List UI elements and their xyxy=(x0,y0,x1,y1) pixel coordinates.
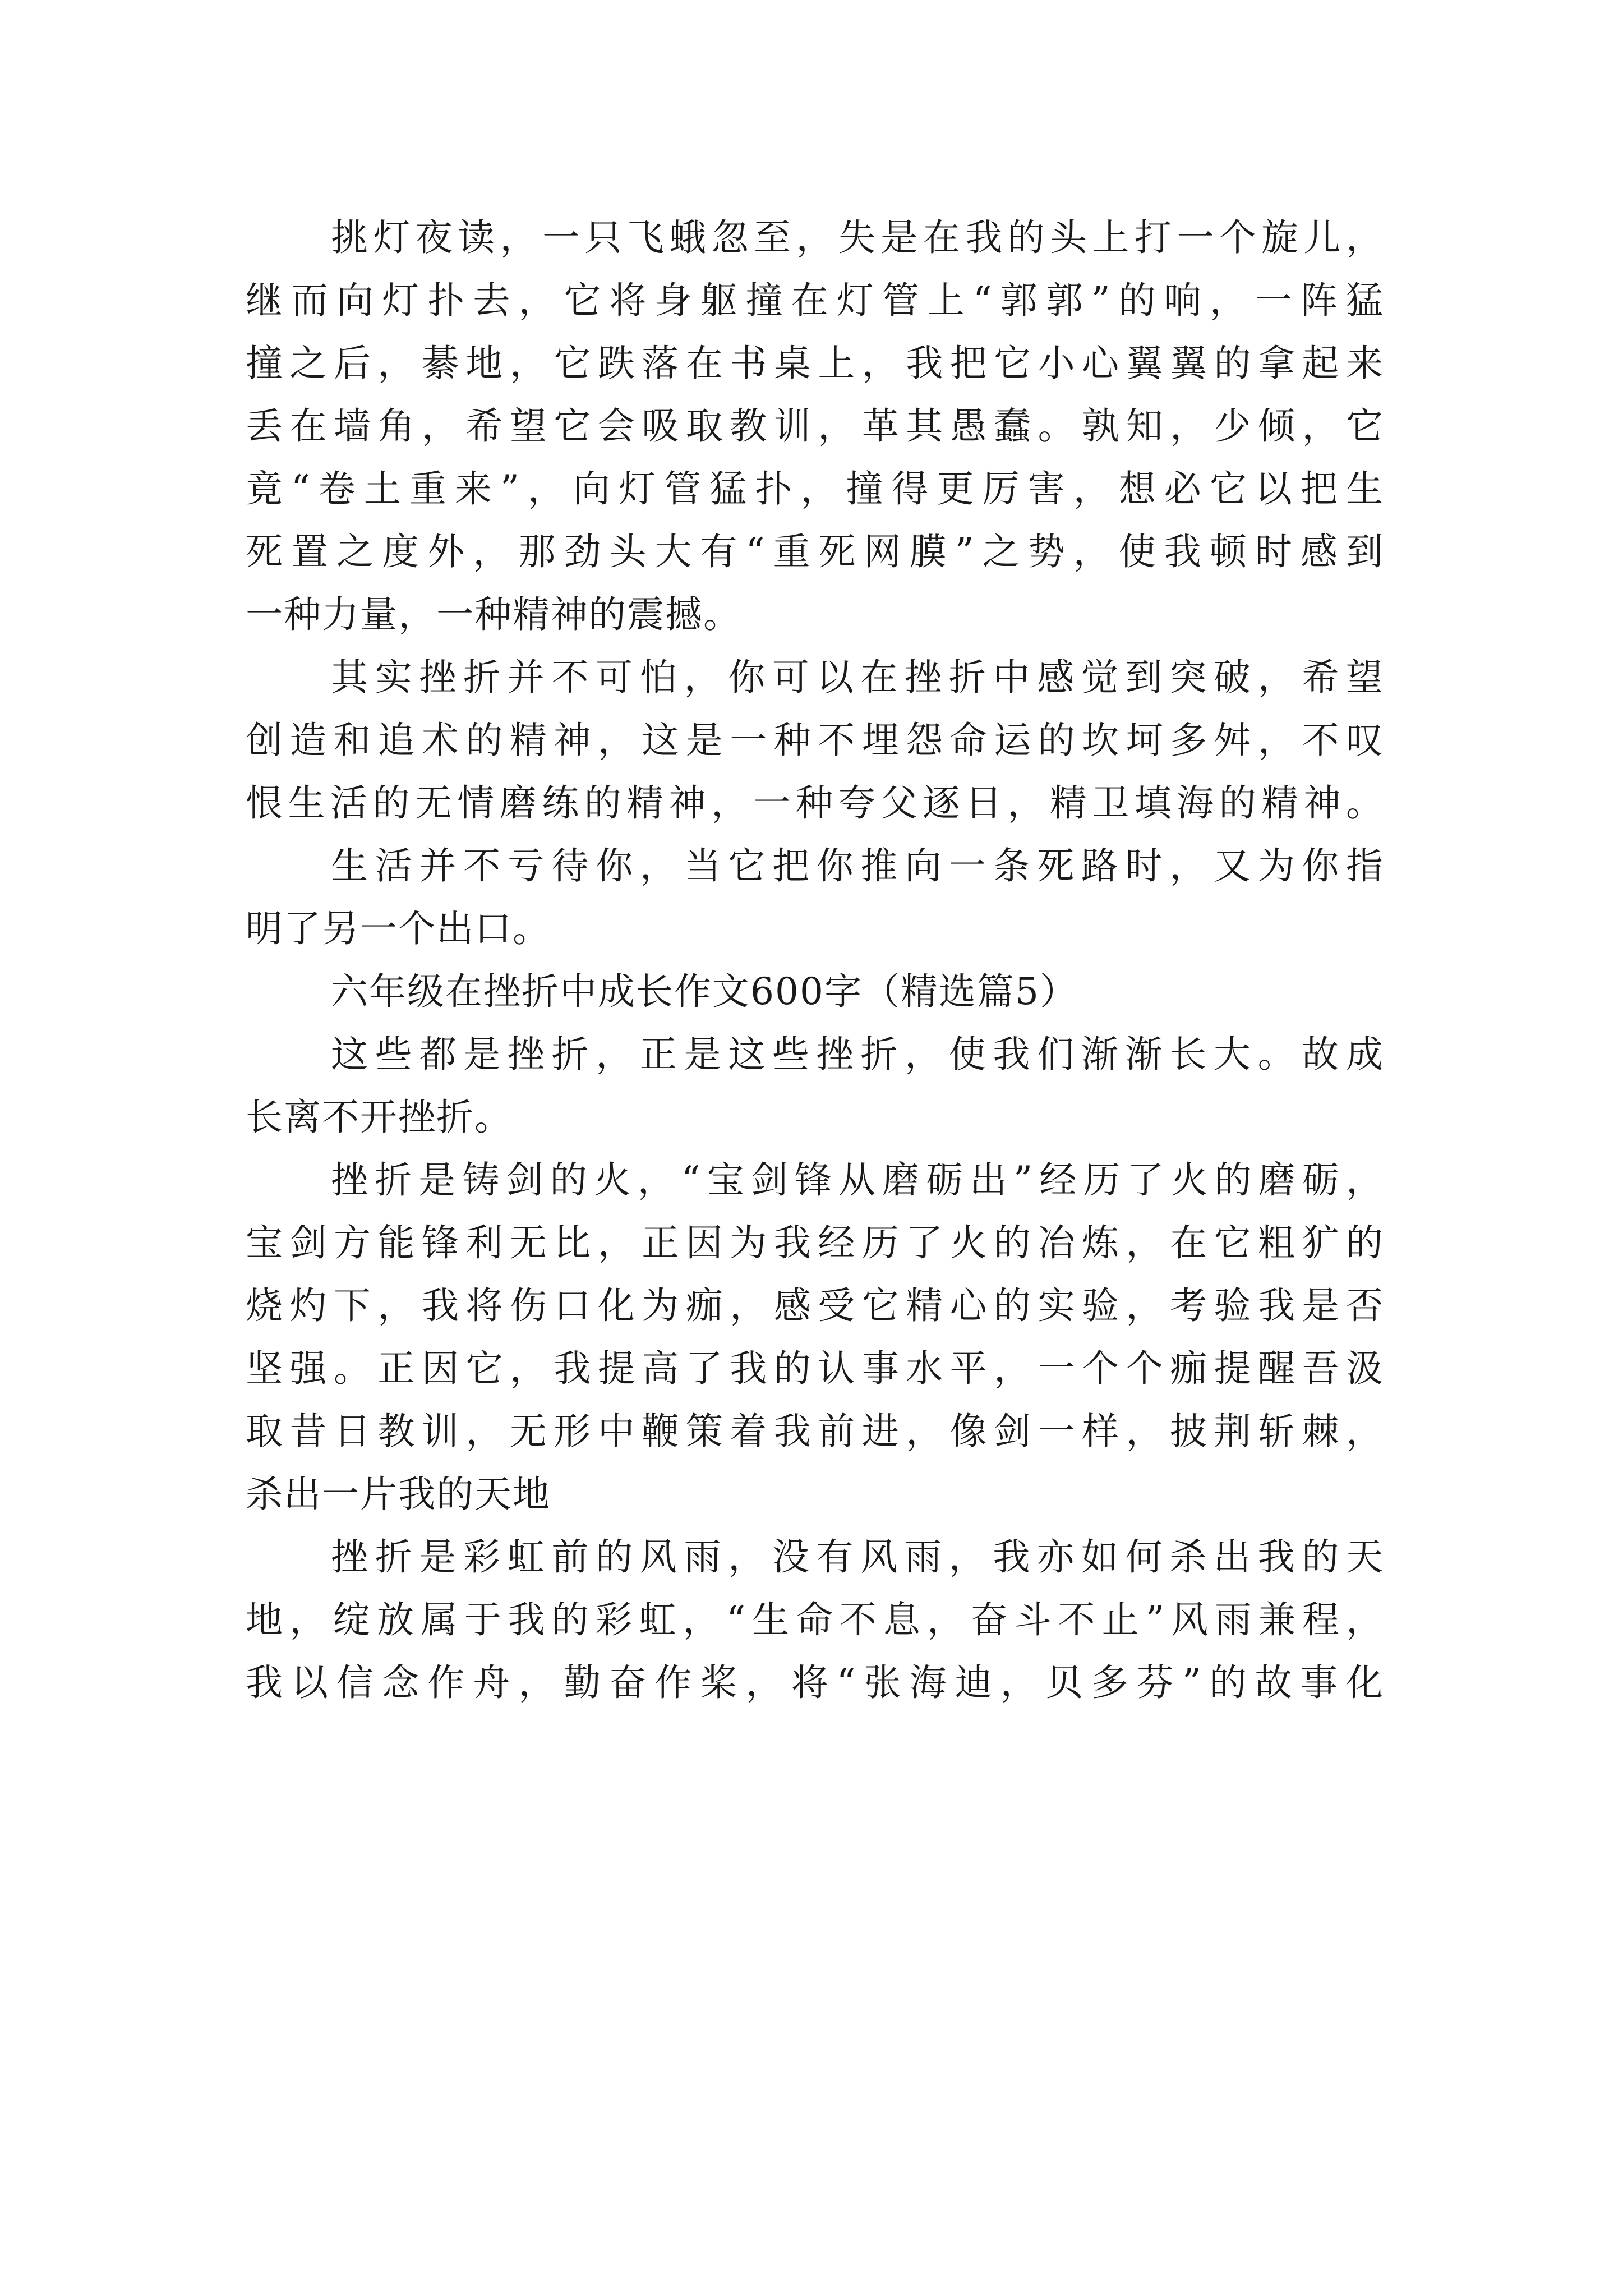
text-line: 挑灯夜读，一只飞蛾忽至，失是在我的头上打一个旋儿， xyxy=(331,216,1384,259)
text-line: 生活并不亏待你，当它把你推向一条死路时，又为你指 xyxy=(331,844,1384,887)
text-line: 坚强。正因它，我提高了我的认事水平，一个个痂提醒吾汲 xyxy=(246,1347,1384,1390)
text-line: 挫折是彩虹前的风雨，没有风雨，我亦如何杀出我的天 xyxy=(331,1535,1384,1579)
text-line: 撞之后，綦地，它跌落在书桌上，我把它小心翼翼的拿起来 xyxy=(246,342,1384,385)
text-line: 取昔日教训，无形中鞭策着我前进，像剑一样，披荆斩棘， xyxy=(246,1410,1384,1453)
text-line: 烧灼下，我将伤口化为痂，感受它精心的实验，考验我是否 xyxy=(246,1284,1384,1327)
document-body xyxy=(246,206,1384,1714)
text-line: 一种力量，一种精神的震撼。 xyxy=(246,593,741,636)
text-line: 宝剑方能锋利无比，正因为我经历了火的冶炼，在它粗犷的 xyxy=(246,1221,1384,1264)
text-line: 其实挫折并不可怕，你可以在挫折中感觉到突破，希望 xyxy=(331,656,1384,699)
text-line: 恨生活的无情磨练的精神，一种夸父逐日，精卫填海的精神。 xyxy=(246,781,1384,825)
text-line: 死置之度外，那劲头大有“重死网膜”之势，使我顿时感到 xyxy=(246,530,1384,573)
text-line: 这些都是挫折，正是这些挫折，使我们渐渐长大。故成 xyxy=(331,1033,1384,1076)
text-line: 长离不开挫折。 xyxy=(246,1096,513,1139)
text-line: 挫折是铸剑的火，“宝剑锋从磨砺出”经历了火的磨砺， xyxy=(331,1158,1384,1202)
text-line: 杀出一片我的天地 xyxy=(246,1473,551,1516)
text-line: 明了另一个出口。 xyxy=(246,907,551,950)
section-heading: 六年级在挫折中成长作文600字（精选篇5） xyxy=(331,970,1078,1013)
text-line: 创造和追术的精神，这是一种不埋怨命运的坎坷多舛，不叹 xyxy=(246,719,1384,762)
text-line: 地，绽放属于我的彩虹，“生命不息，奋斗不止”风雨兼程， xyxy=(246,1598,1384,1641)
text-line: 竟“卷土重来”，向灯管猛扑，撞得更厉害，想必它以把生 xyxy=(246,467,1384,510)
text-line: 继而向灯扑去，它将身躯撞在灯管上“郭郭”的响，一阵猛 xyxy=(246,279,1384,322)
text-line: 丢在墙角，希望它会吸取教训，革其愚蠢。孰知，少倾，它 xyxy=(246,404,1384,448)
text-line: 我以信念作舟，勤奋作桨，将“张海迪，贝多芬”的故事化 xyxy=(246,1661,1384,1704)
